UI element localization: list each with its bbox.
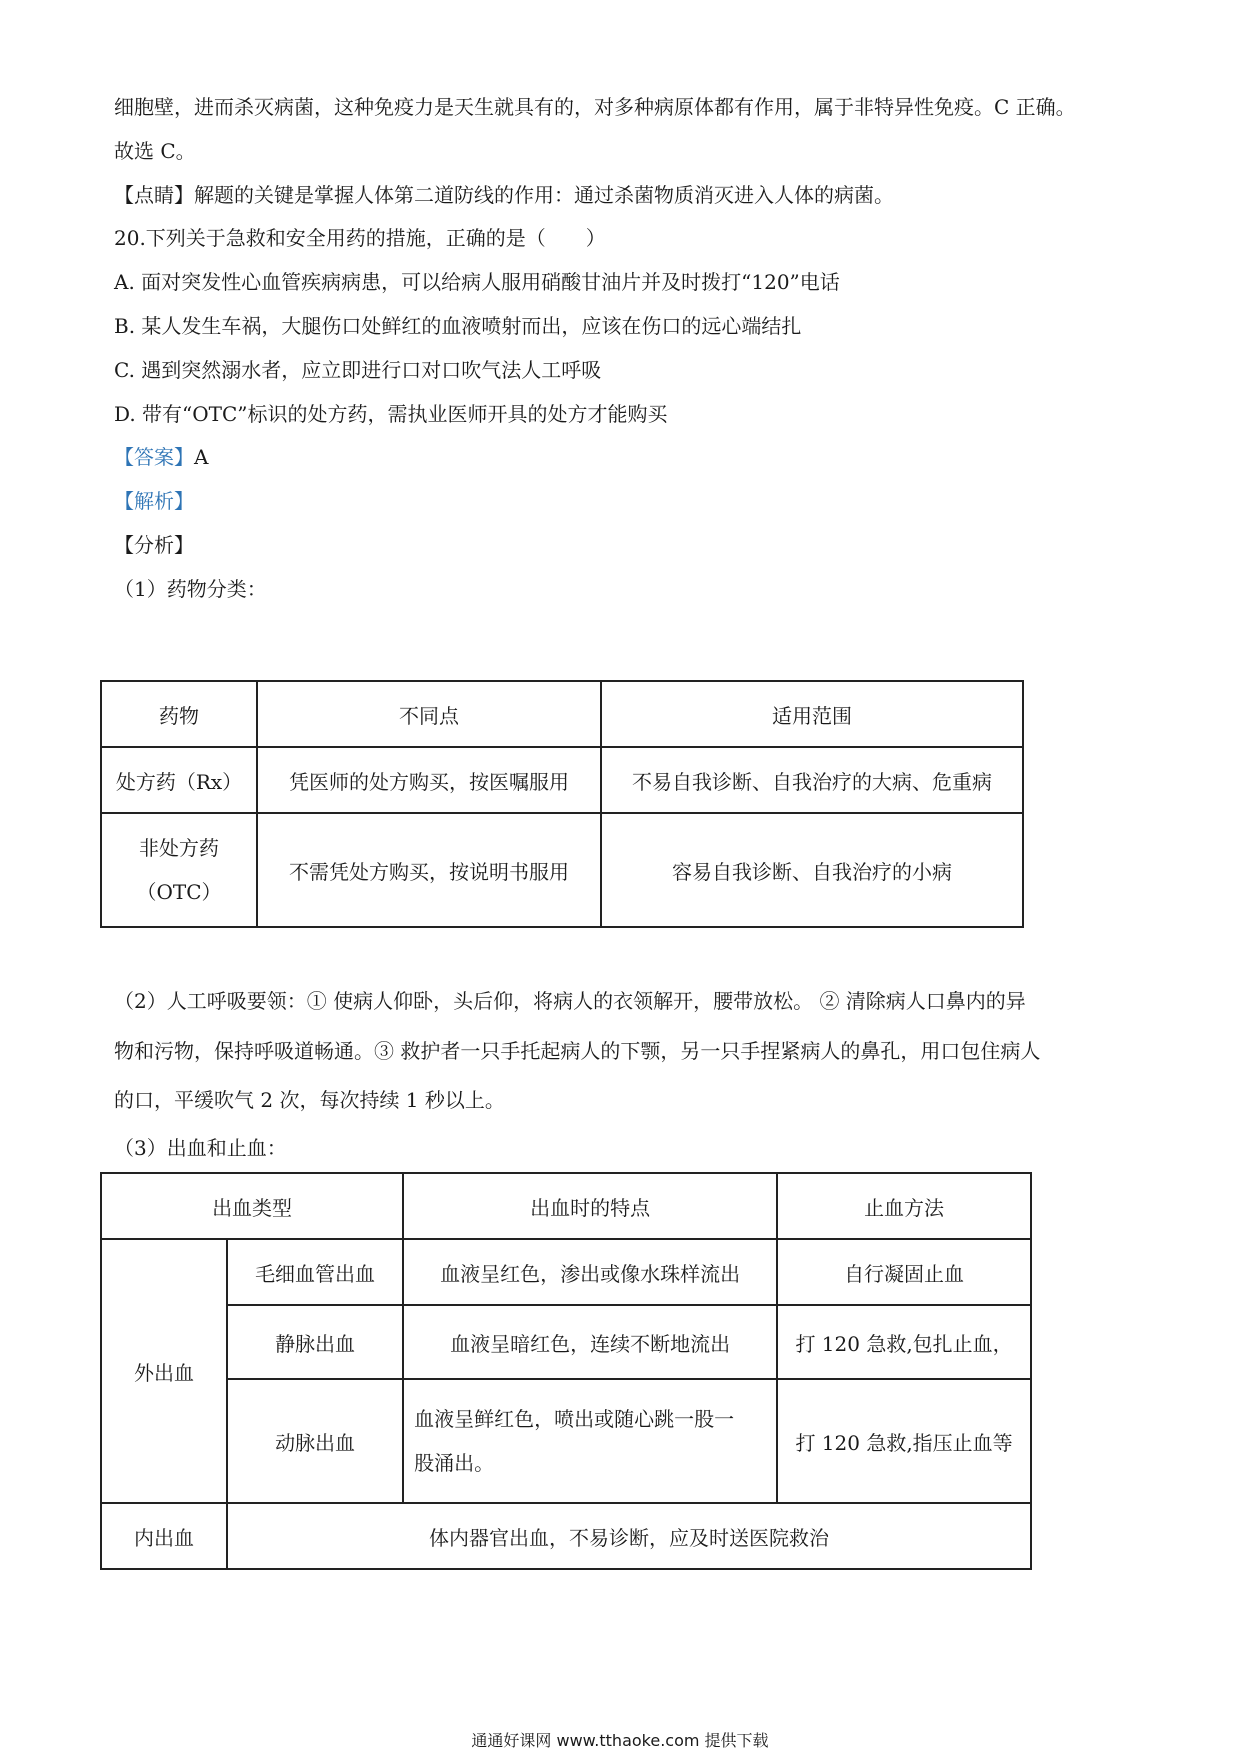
table-cell: 外出血 bbox=[101, 1239, 227, 1503]
option-b: B. 某人发生车祸，大腿伤口处鲜红的血液喷射而出，应该在伤口的远心端结扎 bbox=[114, 314, 802, 338]
answer-line bbox=[114, 442, 208, 472]
table-cell: 打 120 急救,指压止血等 bbox=[777, 1379, 1031, 1503]
option-d: D. 带有“OTC”标识的处方药，需执业医师开具的处方才能购买 bbox=[114, 402, 668, 426]
artery-feature-line: 血液呈鲜红色，喷出或随心跳一股一 bbox=[414, 1407, 735, 1431]
table-cell: 内出血 bbox=[101, 1503, 227, 1569]
question-20: 20.下列关于急救和安全用药的措施，正确的是（ ） bbox=[114, 226, 606, 250]
answer-tag: 【答案】 bbox=[114, 445, 194, 469]
section-1-heading: （1）药物分类： bbox=[114, 577, 267, 601]
table-cell: 静脉出血 bbox=[227, 1305, 403, 1379]
table-cell: 不需凭处方购买，按说明书服用 bbox=[257, 813, 601, 927]
table-cell: 动脉出血 bbox=[227, 1379, 403, 1503]
answer-value: A bbox=[194, 445, 209, 469]
paragraph-line: 物和污物，保持呼吸道畅通。③ 救护者一只手托起病人的下颚，另一只手捏紧病人的鼻孔，用口包住病人 bbox=[114, 1039, 1041, 1063]
table-cell: 容易自我诊断、自我治疗的小病 bbox=[601, 813, 1023, 927]
bleeding-table-header: 止血方法 bbox=[777, 1173, 1031, 1239]
table-cell: 凭医师的处方购买，按医嘱服用 bbox=[257, 747, 601, 813]
otc-label: 非处方药 bbox=[139, 836, 219, 860]
table-cell: 体内器官出血，不易诊断，应及时送医院救治 bbox=[227, 1503, 1031, 1569]
bleeding-table bbox=[100, 1172, 1032, 1570]
table-cell: 血液呈红色，渗出或像水珠样流出 bbox=[403, 1239, 777, 1305]
drug-table-header: 不同点 bbox=[257, 681, 601, 747]
option-c: C. 遇到突然溺水者，应立即进行口对口吹气法人工呼吸 bbox=[114, 358, 602, 382]
dianjing-note: 【点睛】解题的关键是掌握人体第二道防线的作用：通过杀菌物质消灭进入人体的病菌。 bbox=[114, 183, 894, 207]
table-cell: 自行凝固止血 bbox=[777, 1239, 1031, 1305]
section-3-heading: （3）出血和止血： bbox=[114, 1136, 287, 1160]
bleeding-table-header: 出血类型 bbox=[101, 1173, 403, 1239]
drug-table-header: 适用范围 bbox=[601, 681, 1023, 747]
table-cell: 处方药（Rx） bbox=[101, 747, 257, 813]
table-cell: 毛细血管出血 bbox=[227, 1239, 403, 1305]
table-cell: 血液呈暗红色，连续不断地流出 bbox=[403, 1305, 777, 1379]
analysis-tag: 【解析】 bbox=[114, 489, 194, 513]
page-footer: 通通好课网 www.tthaoke.com 提供下载 bbox=[471, 1731, 769, 1750]
fenxi-heading: 【分析】 bbox=[114, 533, 194, 557]
paragraph-line: （2）人工呼吸要领：① 使病人仰卧，头后仰，将病人的衣领解开，腰带放松。 ② 清除病人口鼻内的异 bbox=[114, 989, 1026, 1013]
otc-abbr: （OTC） bbox=[136, 880, 222, 904]
table-cell bbox=[403, 1379, 777, 1503]
table-cell bbox=[101, 813, 257, 927]
bleeding-table-header: 出血时的特点 bbox=[403, 1173, 777, 1239]
option-a: A. 面对突发性心血管疾病病患，可以给病人服用硝酸甘油片并及时拨打“120”电话 bbox=[114, 270, 840, 294]
table-cell: 打 120 急救,包扎止血， bbox=[777, 1305, 1031, 1379]
table-cell: 不易自我诊断、自我治疗的大病、危重病 bbox=[601, 747, 1023, 813]
paragraph-line: 的口，平缓吹气 2 次，每次持续 1 秒以上。 bbox=[114, 1088, 505, 1112]
drug-table bbox=[100, 680, 1024, 928]
paragraph-line: 故选 C。 bbox=[114, 139, 196, 163]
drug-table-header: 药物 bbox=[101, 681, 257, 747]
paragraph-line: 细胞壁，进而杀灭病菌，这种免疫力是天生就具有的，对多种病原体都有作用，属于非特异性免疫。C 正确。 bbox=[114, 95, 1076, 119]
artery-feature-line: 股涌出。 bbox=[414, 1451, 495, 1475]
